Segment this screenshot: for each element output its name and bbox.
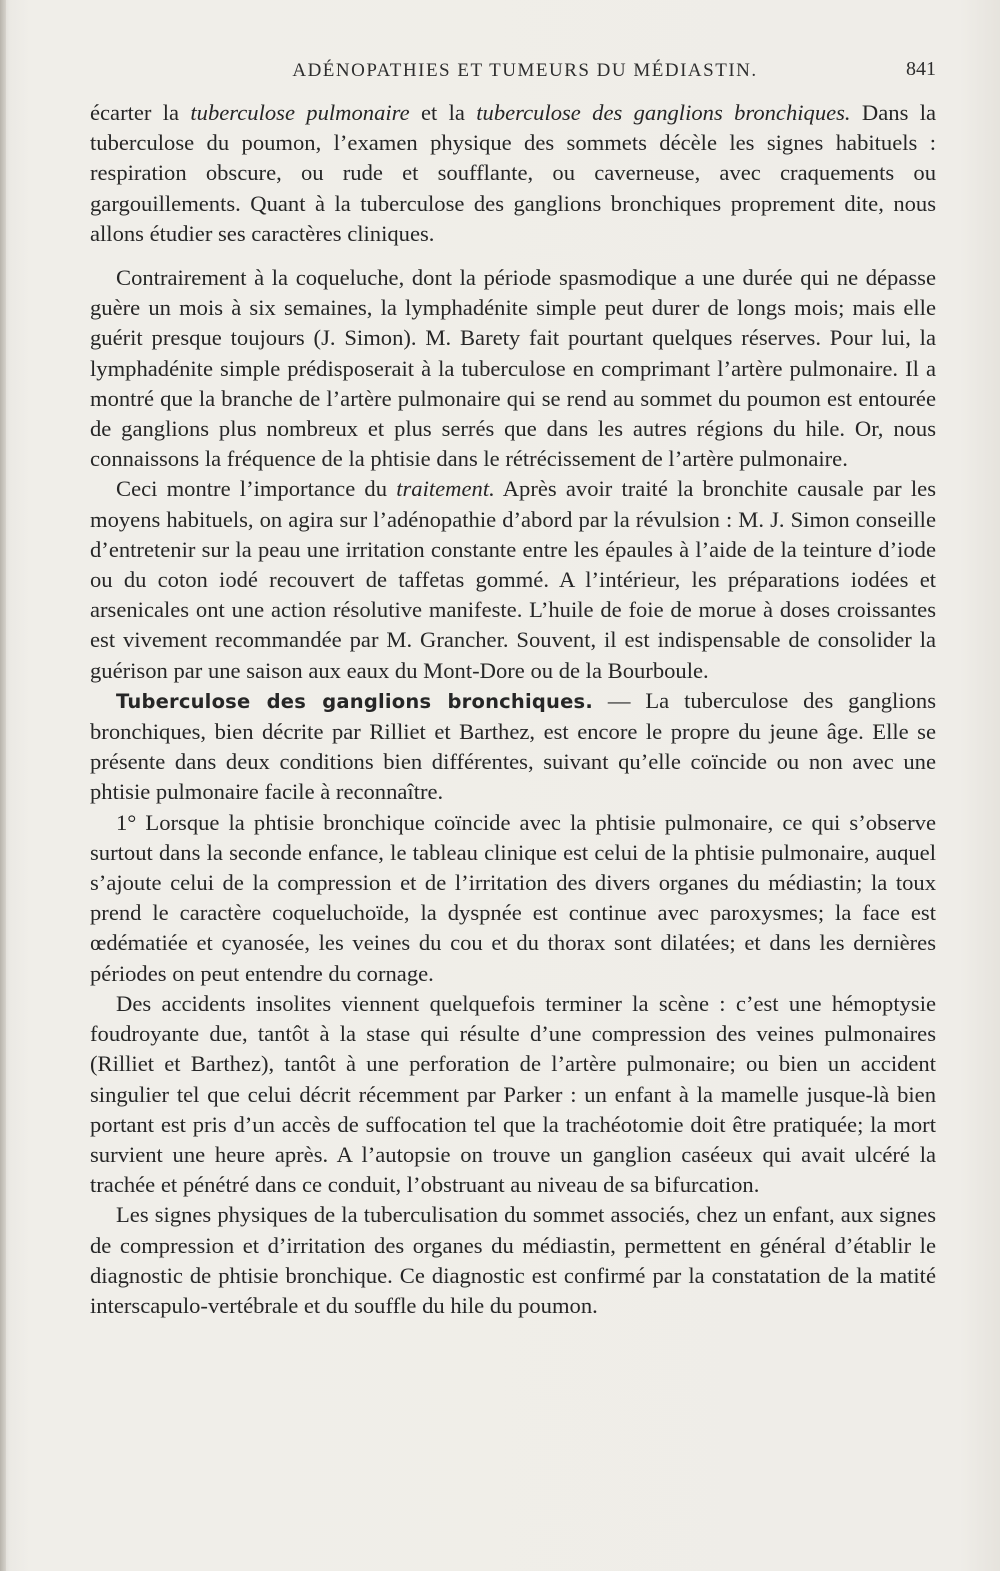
- paragraph-2: Contrairement à la coqueluche, dont la période spasmodique a une durée qui ne dépasse guère un mois à six semaines, la lymphadénite simple peut durer de longs mois; mais elle guérit presque toujours (J. Simon). M. Barety fait pourtant quelques réserves. Pour lui, la lymphadénite simple prédisposerait à la tuberculose en comprimant l’artère pulmonaire. Il a montré que la branche de l’artère pulmonaire qui se rend au sommet du poumon est entourée de ganglions plus nombreux et plus serrés que dans les autres régions du hile. Or, nous connaissons la fréquence de la phtisie dans le rétrécissement de l’artère pulmonaire.: [90, 265, 936, 472]
- paragraph-5: 1° Lorsque la phtisie bronchique coïncide avec la phtisie pulmonaire, ce qui s’observe surtout dans la seconde enfance, le tableau clinique est celui de la phtisie pulmonaire, auquel s’ajoute celui de la compression et de l’irritation des divers organes du médiastin; la toux prend le caractère coqueluchoïde, la dyspnée est continue avec paroxysmes; la face est œdématiée et cyanosée, les veines du cou et du thorax sont dilatées; et dans les dernières périodes on peut entendre du cornage.: [90, 809, 936, 986]
- section-heading-tuberculose: Tuberculose des ganglions bronchiques.: [116, 689, 593, 713]
- paragraph-1-text-a: écarter la: [90, 100, 191, 125]
- paragraph-1-text-e: Dans la tuberculose du poumon, l’examen physique des sommets décèle les signes habituels : respiration obscure, ou rude et soufflante, ou caverneuse, avec craquements ou gargouillements. Quant à la tuberculose des ganglions bronchiques proprement dite, nous allons étudier ses caractères cliniques.: [90, 100, 936, 246]
- paragraph-4-text: — La tuberculose des ganglions bronchiques, bien décrite par Rilliet et Barthez, est encore le propre du jeune âge. Elle se présente dans deux conditions bien différentes, suivant qu’elle coïncide ou non avec une phtisie pulmonaire facile à reconnaître.: [90, 687, 936, 805]
- paragraph-6: Des accidents insolites viennent quelquefois terminer la scène : c’est une hémoptysie foudroyante due, tantôt à la stase qui résulte d’une compression des veines pulmonaires (Rilliet et Barthez), tantôt à une perforation de l’artère pulmonaire; ou bien un accident singulier tel que celui décrit récemment par Parker : un enfant à la mamelle jusque-là bien portant est pris d’un accès de suffocation tel que la trachéotomie doit être pratiquée; la mort survient une heure après. A l’autopsie on trouve un ganglion caséeux qui avait ulcéré la trachée et pénétré dans ce conduit, l’obstruant au niveau de sa bifurcation.: [90, 990, 936, 1198]
- paragraph-3: [90, 474, 936, 685]
- body-text: [90, 98, 936, 1321]
- paragraph-4: [90, 686, 936, 808]
- paragraph-1-text-c: et la: [409, 100, 477, 125]
- paragraph-3-text-c: Après avoir traité la bronchite causale par les moyens habituels, on agira sur l’adénopathie d’abord par la révulsion : M. J. Simon conseille d’entretenir sur la peau une irritation constante entre les épaules à l’aide de la teinture d’iode ou du coton iodé recouvert de taffetas gommé. A l’intérieur, les préparations iodées et arsenicales ont une action résolutive manifeste. L’huile de foie de morue à doses croissantes est vivement recommandée par M. Grancher. Souvent, il est indispensable de consolider la guérison par une saison aux eaux du Mont-Dore ou de la Bourboule.: [90, 476, 936, 683]
- paragraph-1: [90, 98, 936, 249]
- paragraph-3-text-a: Ceci montre l’importance du: [116, 476, 397, 502]
- paragraph-7: Les signes physiques de la tuberculisation du sommet associés, chez un enfant, aux signes de compression et d’irritation des organes du médiastin, permettent en général d’établir le diagnostic de phtisie bronchique. Ce diagnostic est confirmé par la constatation de la matité interscapulo-vertébrale et du souffle du hile du poumon.: [90, 1202, 936, 1318]
- paragraph-1-italic-d: tuberculose des ganglions bronchiques.: [476, 100, 851, 125]
- paragraph-3-italic-b: traitement.: [396, 476, 495, 502]
- page-binding-edge: [0, 0, 6, 1571]
- running-head-title: ADÉNOPATHIES ET TUMEURS DU MÉDIASTIN.: [292, 60, 758, 81]
- paragraph-1-italic-b: tuberculose pulmonaire: [190, 100, 410, 125]
- page-number: 841: [906, 58, 936, 80]
- running-head: [110, 56, 940, 86]
